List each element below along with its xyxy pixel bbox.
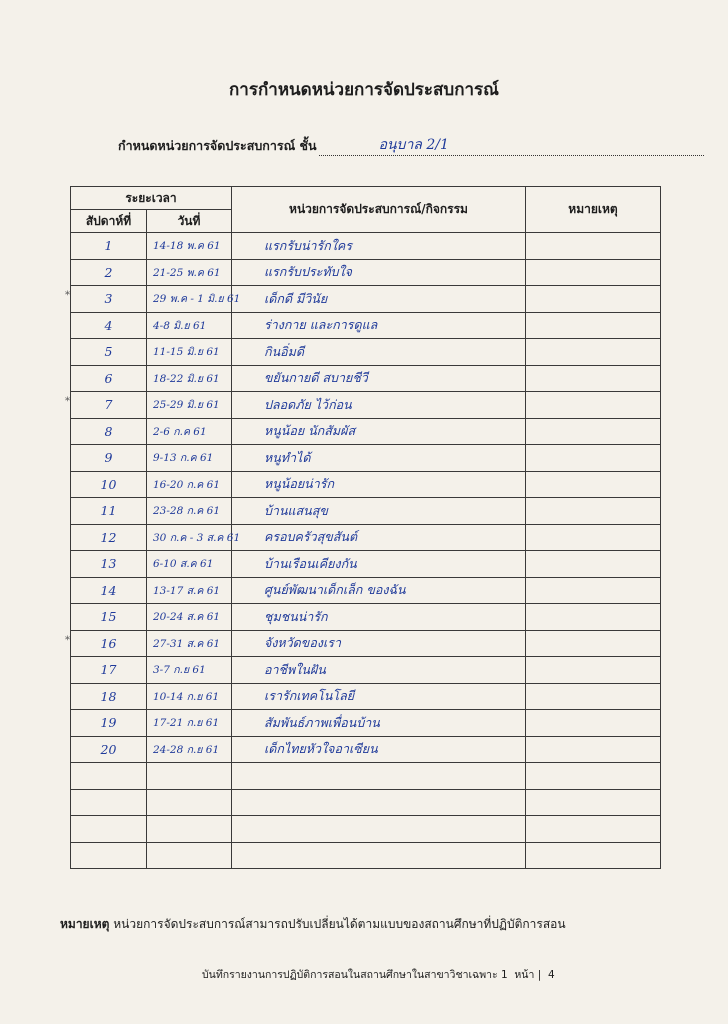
unit-cell: ร่างกาย และการดูแล (232, 312, 526, 339)
remark-cell (526, 710, 661, 737)
date-cell: 11-15 มิ.ย 61 (147, 339, 232, 366)
header-remark: หมายเหตุ (526, 187, 661, 233)
table-row (71, 286, 661, 313)
table-row (71, 630, 661, 657)
week-cell (71, 842, 147, 869)
date-cell: 10-14 ก.ย 61 (147, 683, 232, 710)
date-cell: 13-17 ส.ค 61 (147, 577, 232, 604)
date-cell: 4-8 มิ.ย 61 (147, 312, 232, 339)
week-number: 6 (104, 370, 113, 386)
table-row (71, 577, 661, 604)
week-number: 5 (104, 344, 113, 360)
remark-cell (526, 657, 661, 684)
unit-cell: บ้านแสนสุข (232, 498, 526, 525)
week-cell (71, 471, 147, 498)
remark-cell (526, 392, 661, 419)
week-number: 7 (104, 397, 113, 413)
date-cell: 24-28 ก.ย 61 (147, 736, 232, 763)
page-footer (202, 966, 555, 983)
date-cell (147, 816, 232, 843)
remark-cell (526, 551, 661, 578)
date-cell: 16-20 ก.ค 61 (147, 471, 232, 498)
unit-cell: กินอิ่มดี (232, 339, 526, 366)
week-cell (71, 710, 147, 737)
date-cell: 14-18 พ.ค 61 (147, 233, 232, 260)
week-number: 13 (100, 556, 117, 572)
table-row (71, 657, 661, 684)
table-row (71, 339, 661, 366)
unit-cell (232, 816, 526, 843)
unit-cell: สัมพันธ์ภาพเพื่อนบ้าน (232, 710, 526, 737)
page-title: การกำหนดหน่วยการจัดประสบการณ์ (229, 80, 499, 100)
remark-cell (526, 312, 661, 339)
date-cell: 17-21 ก.ย 61 (147, 710, 232, 737)
remark-cell (526, 286, 661, 313)
remark-cell (526, 259, 661, 286)
week-number: 11 (100, 503, 117, 519)
week-number: 17 (100, 662, 117, 678)
week-cell (71, 577, 147, 604)
date-cell: 25-29 มิ.ย 61 (147, 392, 232, 419)
footnote-text: หน่วยการจัดประสบการณ์สามารถปรับเปลี่ยนได้ตามแบบของสถานศึกษาที่ปฏิบัติการสอน (113, 917, 566, 931)
remark-cell (526, 604, 661, 631)
unit-cell: หนูน้อย นักสัมผัส (232, 418, 526, 445)
date-cell (147, 763, 232, 790)
unit-cell: หนูน้อยน่ารัก (232, 471, 526, 498)
unit-cell: เด็กไทยหัวใจอาเซียน (232, 736, 526, 763)
date-cell: 6-10 ส.ค 61 (147, 551, 232, 578)
table-row (71, 736, 661, 763)
remark-cell (526, 630, 661, 657)
date-cell: 27-31 ส.ค 61 (147, 630, 232, 657)
week-cell (71, 604, 147, 631)
date-cell: 23-28 ก.ค 61 (147, 498, 232, 525)
remark-cell (526, 683, 661, 710)
unit-cell: เรารักเทคโนโลยี (232, 683, 526, 710)
table-row (71, 604, 661, 631)
remark-cell (526, 418, 661, 445)
remark-cell (526, 445, 661, 472)
date-cell: 3-7 ก.ย 61 (147, 657, 232, 684)
table-row (71, 789, 661, 816)
footnote (60, 915, 566, 934)
header-week: สัปดาห์ที่ (71, 210, 147, 233)
week-number: 20 (100, 741, 117, 757)
week-number: 3 (104, 291, 113, 307)
week-cell (71, 683, 147, 710)
table-row (71, 471, 661, 498)
table-row (71, 551, 661, 578)
table-row (71, 816, 661, 843)
unit-cell: แรกรับน่ารักใคร (232, 233, 526, 260)
class-level-value: อนุบาล 2/1 (378, 137, 449, 153)
week-cell (71, 259, 147, 286)
week-cell (71, 657, 147, 684)
week-cell (71, 789, 147, 816)
date-cell: 18-22 มิ.ย 61 (147, 365, 232, 392)
week-cell (71, 498, 147, 525)
date-cell: 2-6 ก.ค 61 (147, 418, 232, 445)
unit-cell (232, 789, 526, 816)
unit-cell: ขยันกายดี สบายชีวี (232, 365, 526, 392)
table-row (71, 259, 661, 286)
date-cell (147, 789, 232, 816)
class-level-label: กำหนดหน่วยการจัดประสบการณ์ ชั้น (118, 138, 317, 153)
week-cell (71, 736, 147, 763)
footer-text: บันทึกรายงานการปฏิบัติการสอนในสถานศึกษาในสาขาวิชาเฉพาะ 1 (202, 969, 508, 981)
remark-cell (526, 577, 661, 604)
unit-cell: จังหวัดของเรา (232, 630, 526, 657)
table-row (71, 710, 661, 737)
week-cell (71, 524, 147, 551)
week-number: 12 (100, 529, 117, 545)
remark-cell (526, 816, 661, 843)
unit-cell: ครอบครัวสุขสันต์ (232, 524, 526, 551)
week-cell (71, 763, 147, 790)
header-period: ระยะเวลา (71, 187, 232, 210)
unit-cell (232, 763, 526, 790)
unit-cell: แรกรับประทับใจ (232, 259, 526, 286)
remark-cell (526, 736, 661, 763)
table-row (71, 418, 661, 445)
week-number: 4 (104, 317, 113, 333)
week-number: 15 (100, 609, 117, 625)
star-mark: * (65, 634, 70, 646)
week-cell (71, 445, 147, 472)
week-number: 9 (104, 450, 113, 466)
class-level-dotted-line (319, 137, 704, 156)
unit-cell: ศูนย์พัฒนาเด็กเล็ก ของฉัน (232, 577, 526, 604)
header-date: วันที่ (147, 210, 232, 233)
week-cell (71, 816, 147, 843)
table-row (71, 312, 661, 339)
table-row (71, 365, 661, 392)
date-cell: 20-24 ส.ค 61 (147, 604, 232, 631)
week-cell (65, 630, 147, 657)
week-cell (71, 339, 147, 366)
table-row (71, 392, 661, 419)
date-cell: 29 พ.ค - 1 มิ.ย 61 (147, 286, 232, 313)
remark-cell (526, 842, 661, 869)
week-cell (71, 365, 147, 392)
week-number: 10 (100, 476, 117, 492)
week-number: 16 (100, 635, 117, 651)
week-number: 14 (100, 582, 117, 598)
table-row (71, 763, 661, 790)
week-cell (71, 233, 147, 260)
remark-cell (526, 365, 661, 392)
unit-cell: ชุมชนน่ารัก (232, 604, 526, 631)
week-number: 18 (100, 688, 117, 704)
unit-cell (232, 842, 526, 869)
header-unit: หน่วยการจัดประสบการณ์/กิจกรรม (232, 187, 526, 233)
week-cell (65, 286, 147, 313)
unit-cell: เด็กดี มีวินัย (232, 286, 526, 313)
week-number: 2 (104, 264, 113, 280)
remark-cell (526, 233, 661, 260)
remark-cell (526, 471, 661, 498)
date-cell: 30 ก.ค - 3 ส.ค 61 (147, 524, 232, 551)
remark-cell (526, 524, 661, 551)
experience-unit-table (65, 186, 661, 869)
remark-cell (526, 339, 661, 366)
table-row (71, 498, 661, 525)
week-number: 1 (104, 238, 113, 254)
remark-cell (526, 763, 661, 790)
week-number: 8 (104, 423, 113, 439)
table-row (71, 683, 661, 710)
remark-cell (526, 789, 661, 816)
week-cell (65, 392, 147, 419)
week-cell (71, 551, 147, 578)
table-row (71, 842, 661, 869)
date-cell (147, 842, 232, 869)
unit-cell: หนูทำได้ (232, 445, 526, 472)
remark-cell (526, 498, 661, 525)
week-cell (71, 418, 147, 445)
table-body (65, 233, 661, 869)
star-mark: * (65, 396, 70, 407)
week-cell (71, 312, 147, 339)
date-cell: 9-13 ก.ค 61 (147, 445, 232, 472)
table-row (71, 445, 661, 472)
unit-cell: ปลอดภัย ไว้ก่อน (232, 392, 526, 419)
class-level-line (118, 136, 704, 156)
footer-page-number: 4 (547, 969, 555, 981)
table-row (71, 233, 661, 260)
footer-page-label: หน้า | (514, 969, 542, 981)
star-mark: * (65, 290, 70, 301)
date-cell: 21-25 พ.ค 61 (147, 259, 232, 286)
week-number: 19 (100, 715, 117, 731)
unit-cell: อาชีพในฝัน (232, 657, 526, 684)
unit-cell: บ้านเรือนเคียงกัน (232, 551, 526, 578)
table-row (71, 524, 661, 551)
footnote-label: หมายเหตุ (60, 917, 110, 931)
